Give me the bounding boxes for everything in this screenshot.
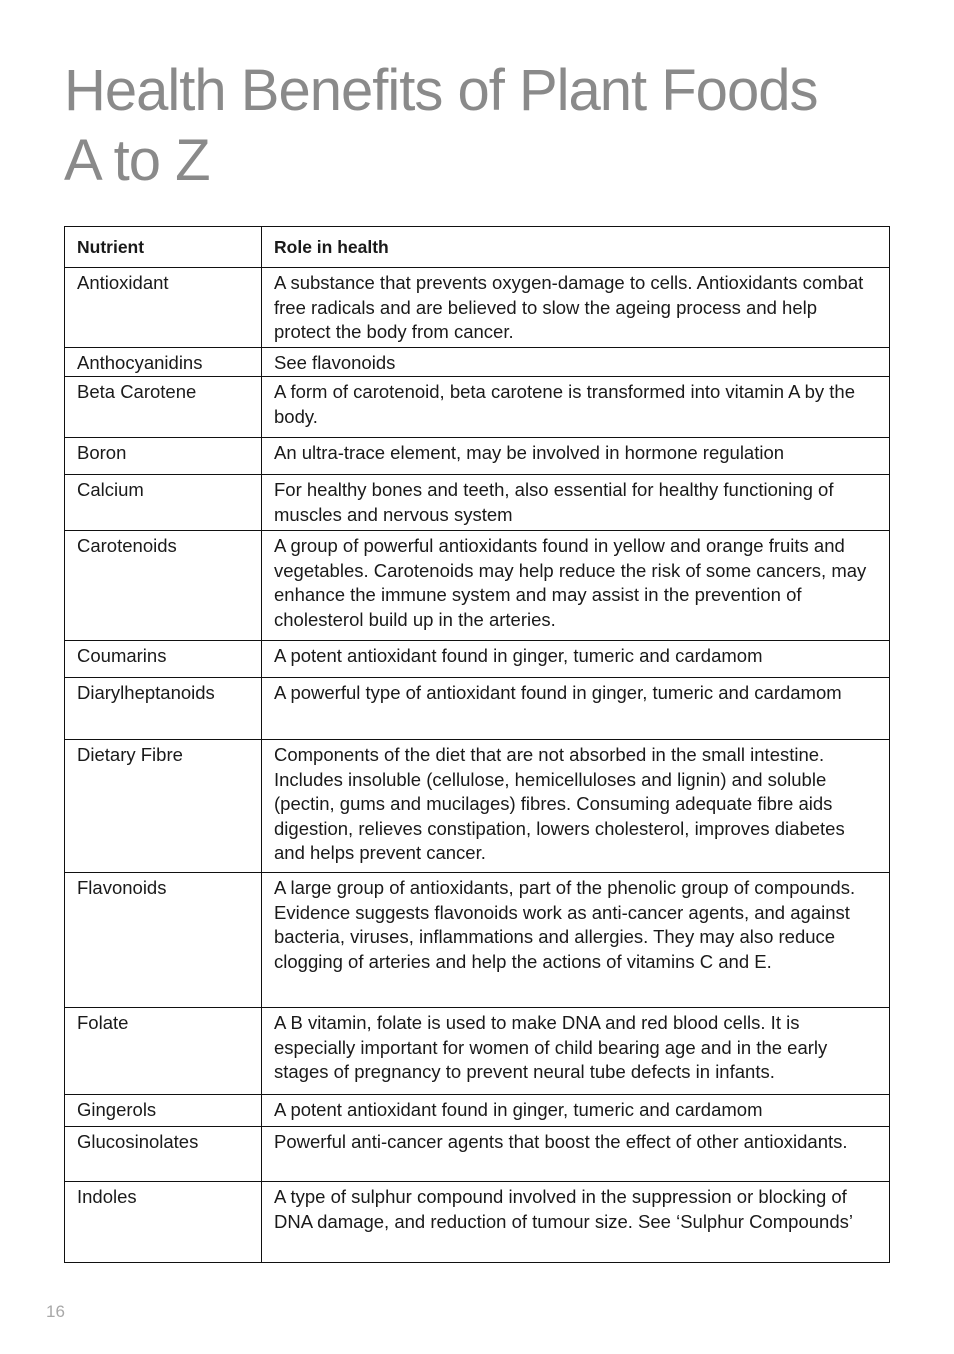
role-cell: See flavonoids [262,348,890,377]
nutrient-cell: Anthocyanidins [65,348,262,377]
nutrient-cell: Folate [65,1008,262,1095]
page-number: 16 [46,1302,65,1321]
nutrient-cell: Dietary Fibre [65,740,262,873]
role-cell: For healthy bones and teeth, also essential for healthy functioning of muscles and nervous system [262,475,890,531]
table-row [65,740,890,873]
role-cell: A potent antioxidant found in ginger, tumeric and cardamom [262,641,890,678]
table-row [65,475,890,531]
role-cell: Powerful anti-cancer agents that boost the effect of other antioxidants. [262,1127,890,1182]
table-row [65,438,890,475]
nutrient-cell: Coumarins [65,641,262,678]
role-cell: A form of carotenoid, beta carotene is transformed into vitamin A by the body. [262,377,890,438]
table-row [65,1008,890,1095]
nutrient-cell: Gingerols [65,1095,262,1127]
table-row [65,1095,890,1127]
page-title [64,56,817,196]
role-cell: A type of sulphur compound involved in the suppression or blocking of DNA damage, and reduction of tumour size. See ‘Sulphur Compounds’ [262,1182,890,1263]
table-row [65,873,890,1008]
role-cell: A large group of antioxidants, part of the phenolic group of compounds. Evidence suggests flavonoids work as anti-cancer agents, and against bacteria, viruses, inflammations and allergies. They may also reduce clogging of arteries and help the actions of vitamins C and E. [262,873,890,1008]
nutrient-cell: Beta Carotene [65,377,262,438]
nutrient-cell: Boron [65,438,262,475]
table-header-row [65,227,890,268]
nutrient-cell: Indoles [65,1182,262,1263]
nutrient-cell: Calcium [65,475,262,531]
role-cell: Components of the diet that are not absorbed in the small intestine. Includes insoluble (cellulose, hemicelluloses and lignin) and soluble (pectin, gums and mucilages) fibres. Consuming adequate fibre aids digestion, relieves constipation, lowers cholesterol, improves diabetes and helps prevent cancer. [262,740,890,873]
table-row [65,1127,890,1182]
page-title-line-2: A to Z [64,128,210,193]
table-row [65,377,890,438]
page-title-line-1: Health Benefits of Plant Foods [64,58,818,123]
role-cell: A B vitamin, folate is used to make DNA and red blood cells. It is especially important for women of child bearing age and in the early stages of pregnancy to prevent neural tube defects in infants. [262,1008,890,1095]
nutrient-cell: Flavonoids [65,873,262,1008]
role-cell: A group of powerful antioxidants found in yellow and orange fruits and vegetables. Carotenoids may help reduce the risk of some cancers, may enhance the immune system and may assist in the prevention of cholesterol build up in the arteries. [262,531,890,641]
role-cell: A potent antioxidant found in ginger, tumeric and cardamom [262,1095,890,1127]
table-row [65,268,890,348]
table-row [65,678,890,740]
table-row [65,641,890,678]
nutrient-cell: Glucosinolates [65,1127,262,1182]
nutrient-cell: Antioxidant [65,268,262,348]
nutrient-cell: Diarylheptanoids [65,678,262,740]
table-row [65,1182,890,1263]
column-header-nutrient: Nutrient [65,227,262,268]
column-header-role: Role in health [262,227,890,268]
nutrient-cell: Carotenoids [65,531,262,641]
role-cell: A substance that prevents oxygen-damage to cells. Antioxidants combat free radicals and are believed to slow the ageing process and help protect the body from cancer. [262,268,890,348]
nutrient-table [64,226,890,1263]
table-row [65,531,890,641]
role-cell: A powerful type of antioxidant found in ginger, tumeric and cardamom [262,678,890,740]
role-cell: An ultra-trace element, may be involved in hormone regulation [262,438,890,475]
table-row [65,348,890,377]
